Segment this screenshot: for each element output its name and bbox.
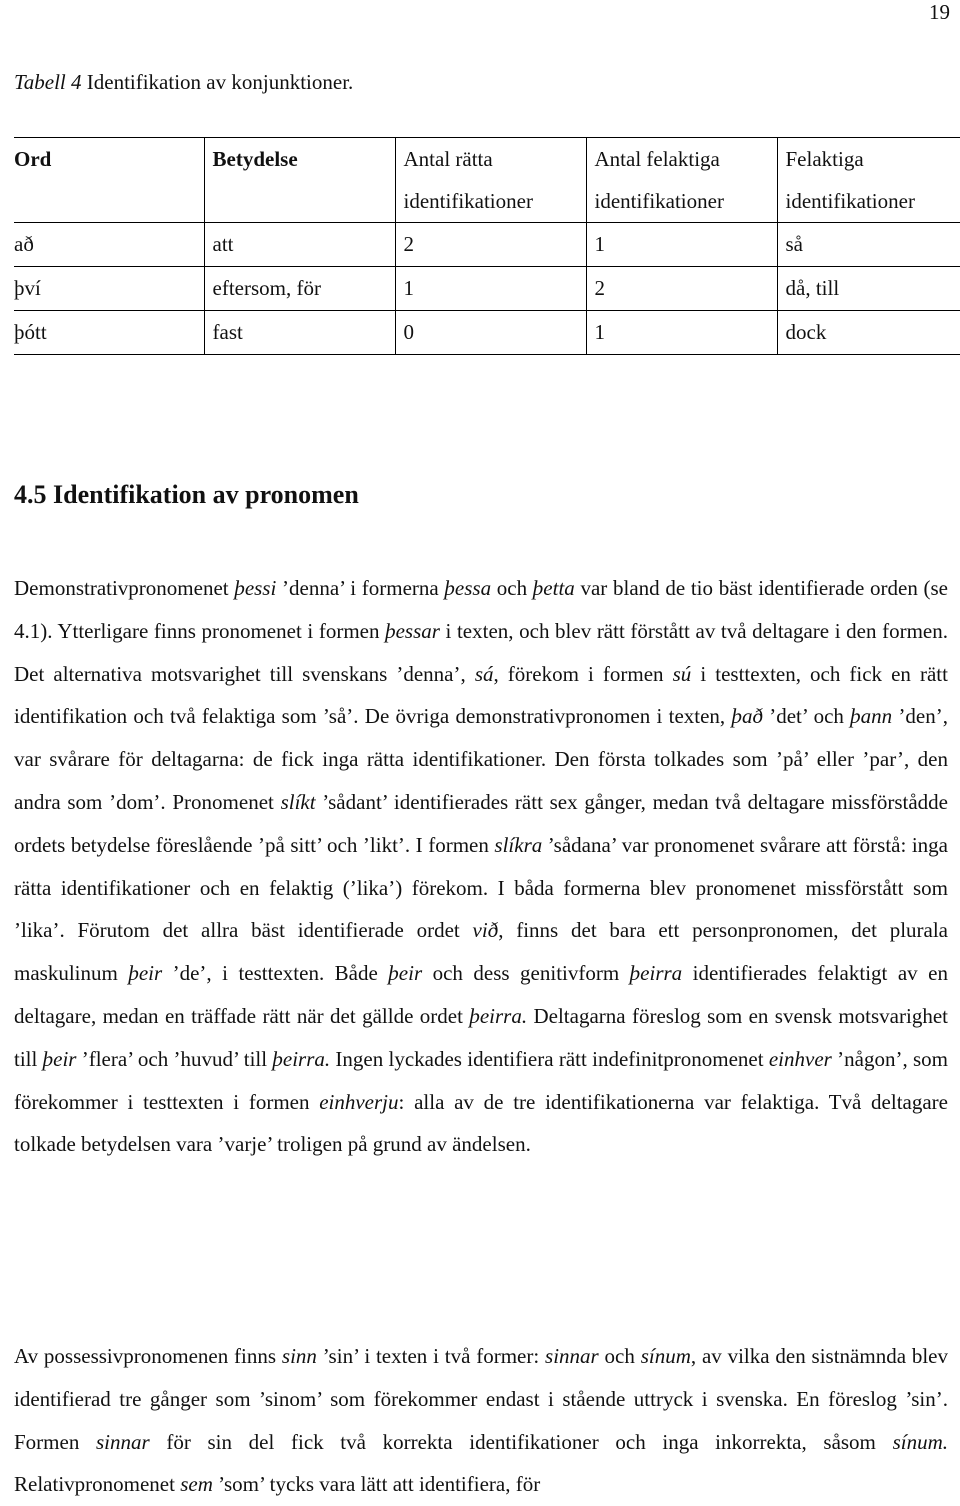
table-row: [14, 223, 960, 267]
cell-meaning: fast: [204, 311, 395, 355]
italic-term: sinn: [281, 1344, 317, 1368]
header-incorrect-count: Antal felaktiga identifikationer: [586, 138, 777, 223]
italic-term: sínum: [640, 1344, 691, 1368]
caption-text: Identifikation av konjunktioner.: [81, 70, 354, 94]
text-run: Demonstrativpronomenet: [14, 576, 235, 600]
italic-term: sá: [474, 661, 494, 686]
cell-incorrect-ids: då, till: [777, 267, 960, 311]
italic-term: sem: [180, 1472, 213, 1497]
text-run: ’sin’ i texten i två former:: [316, 1344, 546, 1368]
header-word: Ord: [14, 138, 204, 223]
cell-incorrect-ids: så: [777, 223, 960, 267]
text-run: i testtexten, och fick en rätt identifikation och två felaktiga som ’så’. De övriga demonstrativpronomen i texten,: [14, 661, 948, 729]
italic-term: slíkt: [280, 789, 316, 814]
text-run: ’den’, var svårare för deltagarna: de fick inga rätta identifikationer. Den första tolkades som ’på’ eller ’par’, den andra som ’dom’. Pronomenet: [14, 704, 948, 814]
italic-term: þeir: [388, 961, 423, 986]
cell-word: að: [14, 223, 204, 267]
header-correct-count: Antal rätta identifikationer: [395, 138, 586, 223]
italic-term: þeirra.: [272, 1046, 331, 1071]
italic-term: þeir: [42, 1046, 77, 1071]
text-run: ’denna’ i formerna: [276, 576, 445, 600]
text-run: för sin del fick två korrekta identifikationer och inga inkorrekta, såsom: [149, 1429, 893, 1454]
italic-term: einhverju: [319, 1089, 399, 1114]
section-heading: 4.5 Identifikation av pronomen: [14, 480, 359, 509]
italic-term: sinnar: [96, 1429, 150, 1454]
page-number: 19: [929, 0, 950, 24]
text-run: i texten, och blev rätt förstått av två deltagare i den formen. Det alternativa motsvarighet till svenskans ’denna’,: [14, 618, 948, 686]
header-meaning: Betydelse: [204, 138, 395, 223]
italic-term: sinnar: [545, 1344, 599, 1368]
text-run: var bland de tio bäst identifierade orden (se 4.1). Ytterligare finns pronomenet i formen: [14, 576, 948, 643]
text-run: ’det’ och: [762, 704, 851, 729]
italic-term: það: [731, 704, 763, 729]
italic-term: þann: [850, 704, 893, 729]
cell-word: þótt: [14, 311, 204, 355]
text-run: och: [491, 576, 533, 600]
text-run: ’de’, i testtexten. Både: [162, 961, 389, 986]
table-caption: [14, 70, 353, 95]
italic-term: sínum.: [892, 1429, 948, 1454]
text-run: ’som’ tycks vara lätt att identifiera, för: [212, 1472, 541, 1497]
italic-term: við: [472, 918, 499, 943]
text-run: ’sådana’ var pronomenet svårare att förstå: inga rätta identifikationer och en felaktig (’lika’) förekom. I båda formerna blev pronomenet missförstått som ’lika’. Förutom det allra bäst identifierade ordet: [14, 832, 949, 943]
text-run: ’flera’ och ’huvud’ till: [76, 1046, 273, 1071]
cell-incorrect: 2: [586, 267, 777, 311]
cell-meaning: eftersom, för: [204, 267, 395, 311]
italic-term: sú: [672, 661, 692, 686]
text-run: Ingen lyckades identifiera rätt indefinitpronomenet: [330, 1046, 769, 1071]
italic-term: slíkra: [494, 832, 543, 857]
italic-term: þessa: [444, 576, 492, 600]
text-run: ’någon’, som förekommer i testtexten i formen: [14, 1046, 948, 1114]
header-incorrect-identifications: Felaktiga identifikationer: [777, 138, 960, 223]
text-run: , finns det bara ett personpronomen, det plurala maskulinum: [14, 918, 948, 986]
italic-term: þeir: [128, 961, 163, 986]
text-run: och dess genitivform: [422, 961, 630, 986]
cell-correct: 0: [395, 311, 586, 355]
cell-meaning: att: [204, 223, 395, 267]
conjunction-table: [14, 137, 960, 355]
body-paragraph: [14, 567, 948, 1166]
body-paragraph: [14, 1335, 948, 1506]
text-run: och: [598, 1344, 641, 1368]
cell-incorrect-ids: dock: [777, 311, 960, 355]
cell-correct: 2: [395, 223, 586, 267]
italic-term: þessar: [385, 618, 440, 643]
cell-correct: 1: [395, 267, 586, 311]
cell-incorrect: 1: [586, 223, 777, 267]
text-run: , förekom i formen: [493, 661, 673, 686]
italic-term: þeirra.: [469, 1003, 528, 1028]
text-run: identifierades felaktigt av en deltagare, medan en träffade rätt när det gällde ordet: [14, 961, 948, 1028]
text-run: , av vilka den sistnämnda blev identifierad tre gånger som ’sinom’ som förekommer endast i stående uttryck i svenska. En föreslog ’sin’. Formen: [14, 1344, 949, 1454]
table-row: [14, 267, 960, 311]
italic-term: einhver: [768, 1046, 832, 1071]
caption-label: Tabell 4: [14, 70, 82, 94]
table-header-row: [14, 138, 960, 223]
text-run: Relativpronomenet: [14, 1472, 181, 1497]
text-run: Deltagarna föreslog som en svensk motsvarighet till: [14, 1003, 948, 1071]
text-run: : alla av de tre identifikationerna var felaktiga. Två deltagare tolkade betydelsen vara ’varje’ troligen på grund av ändelsen.: [14, 1089, 948, 1157]
italic-term: þetta: [532, 576, 575, 600]
text-run: Av possessivpronomenen finns: [14, 1344, 282, 1368]
cell-word: því: [14, 267, 204, 311]
italic-term: þeirra: [629, 961, 683, 986]
text-run: ’sådant’ identifierades rätt sex gånger, medan två deltagare missförstådde ordets betydelse föreslående ’på sitt’ och ’likt’. I formen: [14, 789, 948, 857]
table-row: [14, 311, 960, 355]
cell-incorrect: 1: [586, 311, 777, 355]
italic-term: þessi: [234, 576, 277, 600]
